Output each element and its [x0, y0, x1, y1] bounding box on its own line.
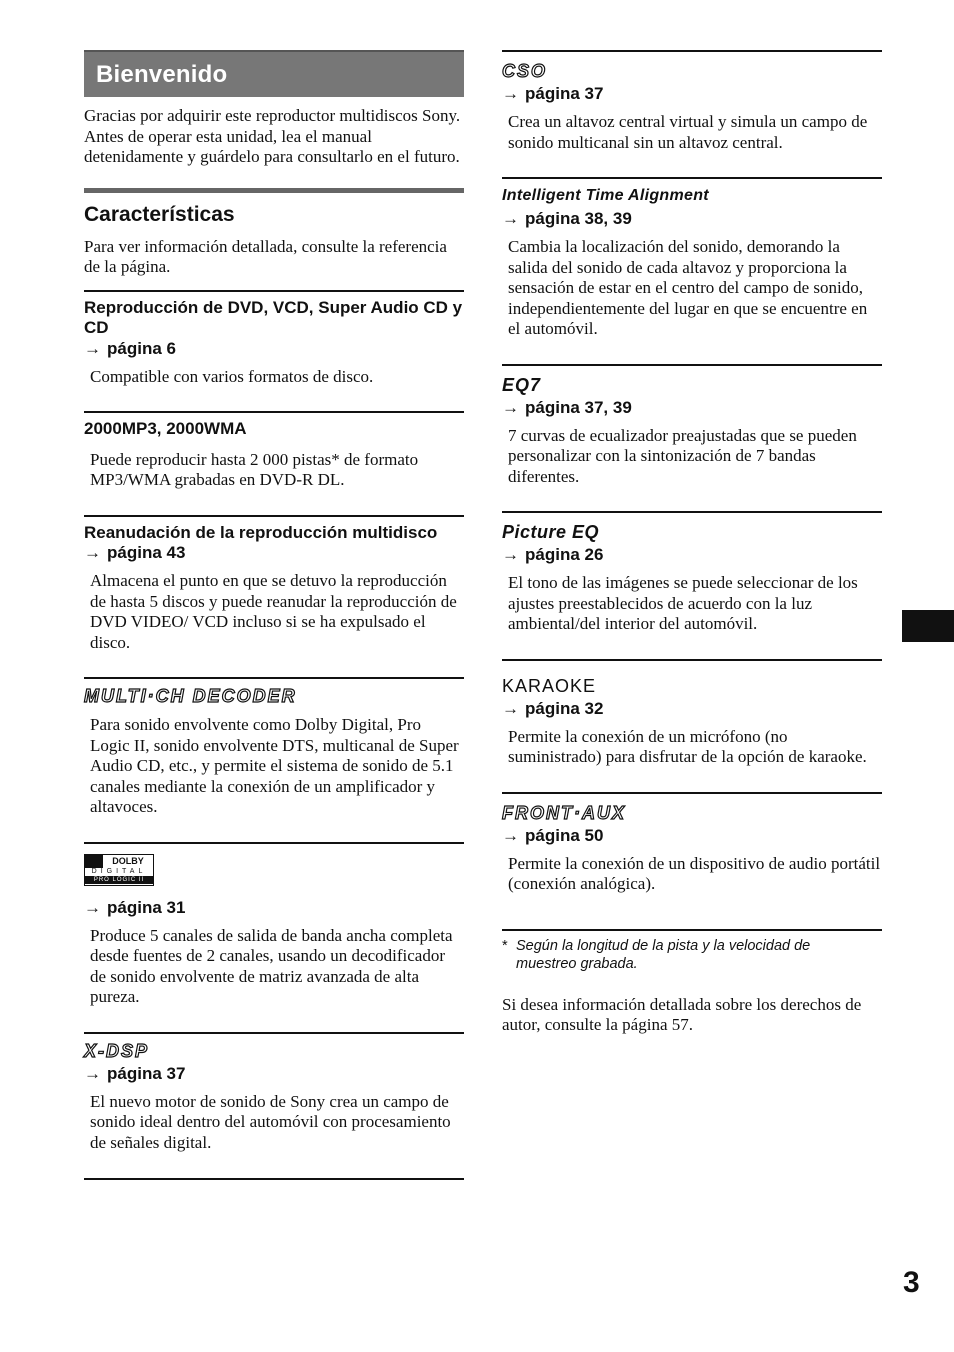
features-title: Características [84, 202, 235, 226]
page-reference [84, 1064, 464, 1084]
feature-dolby-pro-logic [84, 842, 464, 1008]
page-reference-text: página 31 [107, 897, 186, 917]
feature-description: El nuevo motor de sonido de Sony crea un campo de sonido ideal dentro del automóvil con procesamiento de señales digital. [90, 1091, 451, 1152]
footnote-mark: * [502, 937, 508, 954]
page-reference-text: página 43 [107, 543, 186, 562]
footnote [502, 929, 882, 973]
x-dsp-logo: X-DSP [84, 1040, 150, 1061]
footnote-line: Según la longitud de la pista y la velocidad de [516, 937, 811, 954]
feature-description: Crea un altavoz central virtual y simula un campo de sonido multicanal sin un altavoz central. [508, 112, 868, 152]
dolby-pro-logic-logo: DOLBY DIGITAL PRO LOGIC II [84, 854, 154, 886]
section-divider [84, 188, 464, 193]
page-reference [84, 898, 464, 918]
arrow-icon: → [84, 338, 101, 358]
arrow-icon: → [84, 543, 101, 562]
feature-description: Para sonido envolvente como Dolby Digital, Pro Logic II, sonido envolvente DTS, multicanal de Super Audio CD, etc., y permite el sistema de sonido de 5.1 canales mediante la conexión de un amplificador y altavoces. [90, 715, 459, 816]
feature-picture-eq [502, 511, 882, 635]
karaoke-logo: KARAOKE [502, 675, 597, 696]
feature-description: Almacena el punto en que se detuvo la reproducción de hasta 5 discos y puede reanudar la reproducción de DVD VIDEO/ VCD incluso si se ha expulsado el disco. [90, 571, 457, 652]
feature-dvd-playback [84, 290, 464, 388]
feature-mp3-wma [84, 411, 464, 491]
page-reference [502, 545, 882, 565]
copyright-note: Si desea información detallada sobre los derechos de autor, consulte la página 57. [502, 994, 862, 1034]
feature-description: 7 curvas de ecualizador preajustadas que se pueden personalizar con la sintonización de 7 bandas diferentes. [508, 425, 857, 486]
feature-front-aux [502, 792, 882, 895]
feature-multichannel-decoder [84, 677, 464, 818]
arrow-icon: → [502, 698, 519, 718]
page-reference-text: página 26 [525, 545, 604, 564]
intro-paragraph: Gracias por adquirir este reproductor multidiscos Sony. Antes de operar esta unidad, lea el manual detenidamente y guárdelo para consultarlo en el futuro. [84, 106, 461, 166]
feature-multidisc-resume [84, 515, 464, 654]
page-reference [84, 339, 464, 359]
page-reference-text: página 37 [525, 84, 604, 103]
feature-x-dsp [84, 1032, 464, 1154]
arrow-icon: → [84, 897, 101, 917]
page-reference [502, 826, 882, 846]
page-reference [84, 543, 464, 563]
time-alignment-logo: Intelligent Time Alignment [502, 187, 709, 204]
page-reference [502, 398, 882, 418]
feature-karaoke [502, 659, 882, 768]
page-reference [502, 209, 882, 229]
feature-heading: 2000MP3, 2000WMA [84, 419, 247, 438]
front-aux-logo: FRONT·AUX [502, 802, 626, 823]
multi-ch-decoder-logo: MULTI·CH DECODER [84, 686, 297, 706]
arrow-icon: → [502, 397, 519, 417]
footnote-line: muestreo grabada. [516, 955, 638, 972]
arrow-icon: → [502, 84, 519, 103]
page-reference [502, 84, 882, 104]
feature-description: Produce 5 canales de salida de banda ancha completa desde fuentes de 2 canales, usando un decodificador de sonido envolvente de matriz avanzada de alta pureza. [90, 925, 453, 1006]
page-reference-text: página 37 [107, 1063, 186, 1083]
feature-heading: Reanudación de la reproducción multidisco [84, 522, 438, 542]
page-number: 3 [903, 1266, 920, 1299]
feature-description: El tono de las imágenes se puede seleccionar de los ajustes preestablecidos de acuerdo con la luz ambiental/del interior del automóvil. [508, 573, 858, 633]
arrow-icon: → [502, 545, 519, 564]
section-tab-marker [902, 610, 954, 642]
arrow-icon: → [84, 1063, 101, 1083]
left-column [84, 50, 464, 1180]
cso-logo: CSO [502, 61, 548, 81]
page-title: Bienvenido [84, 50, 464, 97]
eq7-logo: EQ7 [502, 374, 542, 395]
arrow-icon: → [502, 209, 519, 228]
right-column [502, 50, 882, 1053]
feature-description: Permite la conexión de un dispositivo de audio portátil (conexión analógica). [508, 853, 881, 893]
page-reference [502, 699, 882, 719]
feature-time-alignment [502, 177, 882, 340]
feature-cso [502, 50, 882, 153]
feature-description: Compatible con varios formatos de disco. [90, 366, 374, 386]
picture-eq-logo: Picture EQ [502, 522, 600, 542]
feature-description: Cambia la localización del sonido, demorando la salida del sonido de cada altavoz y proporciona la sensación de estar en el centro del campo de sonido, independientemente del lugar en que se encuentre en el automóvil. [508, 237, 868, 338]
feature-heading: Reproducción de DVD, VCD, Super Audio CD y CD [84, 297, 463, 337]
page-reference-text: página 50 [525, 825, 604, 845]
features-intro: Para ver información detallada, consulte la referencia de la página. [84, 236, 447, 276]
feature-eq7 [502, 364, 882, 488]
page-reference-text: página 6 [107, 338, 176, 358]
feature-description: Puede reproducir hasta 2 000 pistas* de formato MP3/WMA grabadas en DVD-R DL. [90, 449, 419, 489]
arrow-icon: → [502, 825, 519, 845]
page-reference-text: página 32 [525, 698, 604, 718]
page-reference-text: página 38, 39 [525, 209, 632, 228]
page-reference-text: página 37, 39 [525, 397, 632, 417]
section-divider [84, 1178, 464, 1180]
feature-description: Permite la conexión de un micrófono (no suministrado) para disfrutar de la opción de karaoke. [508, 726, 867, 766]
